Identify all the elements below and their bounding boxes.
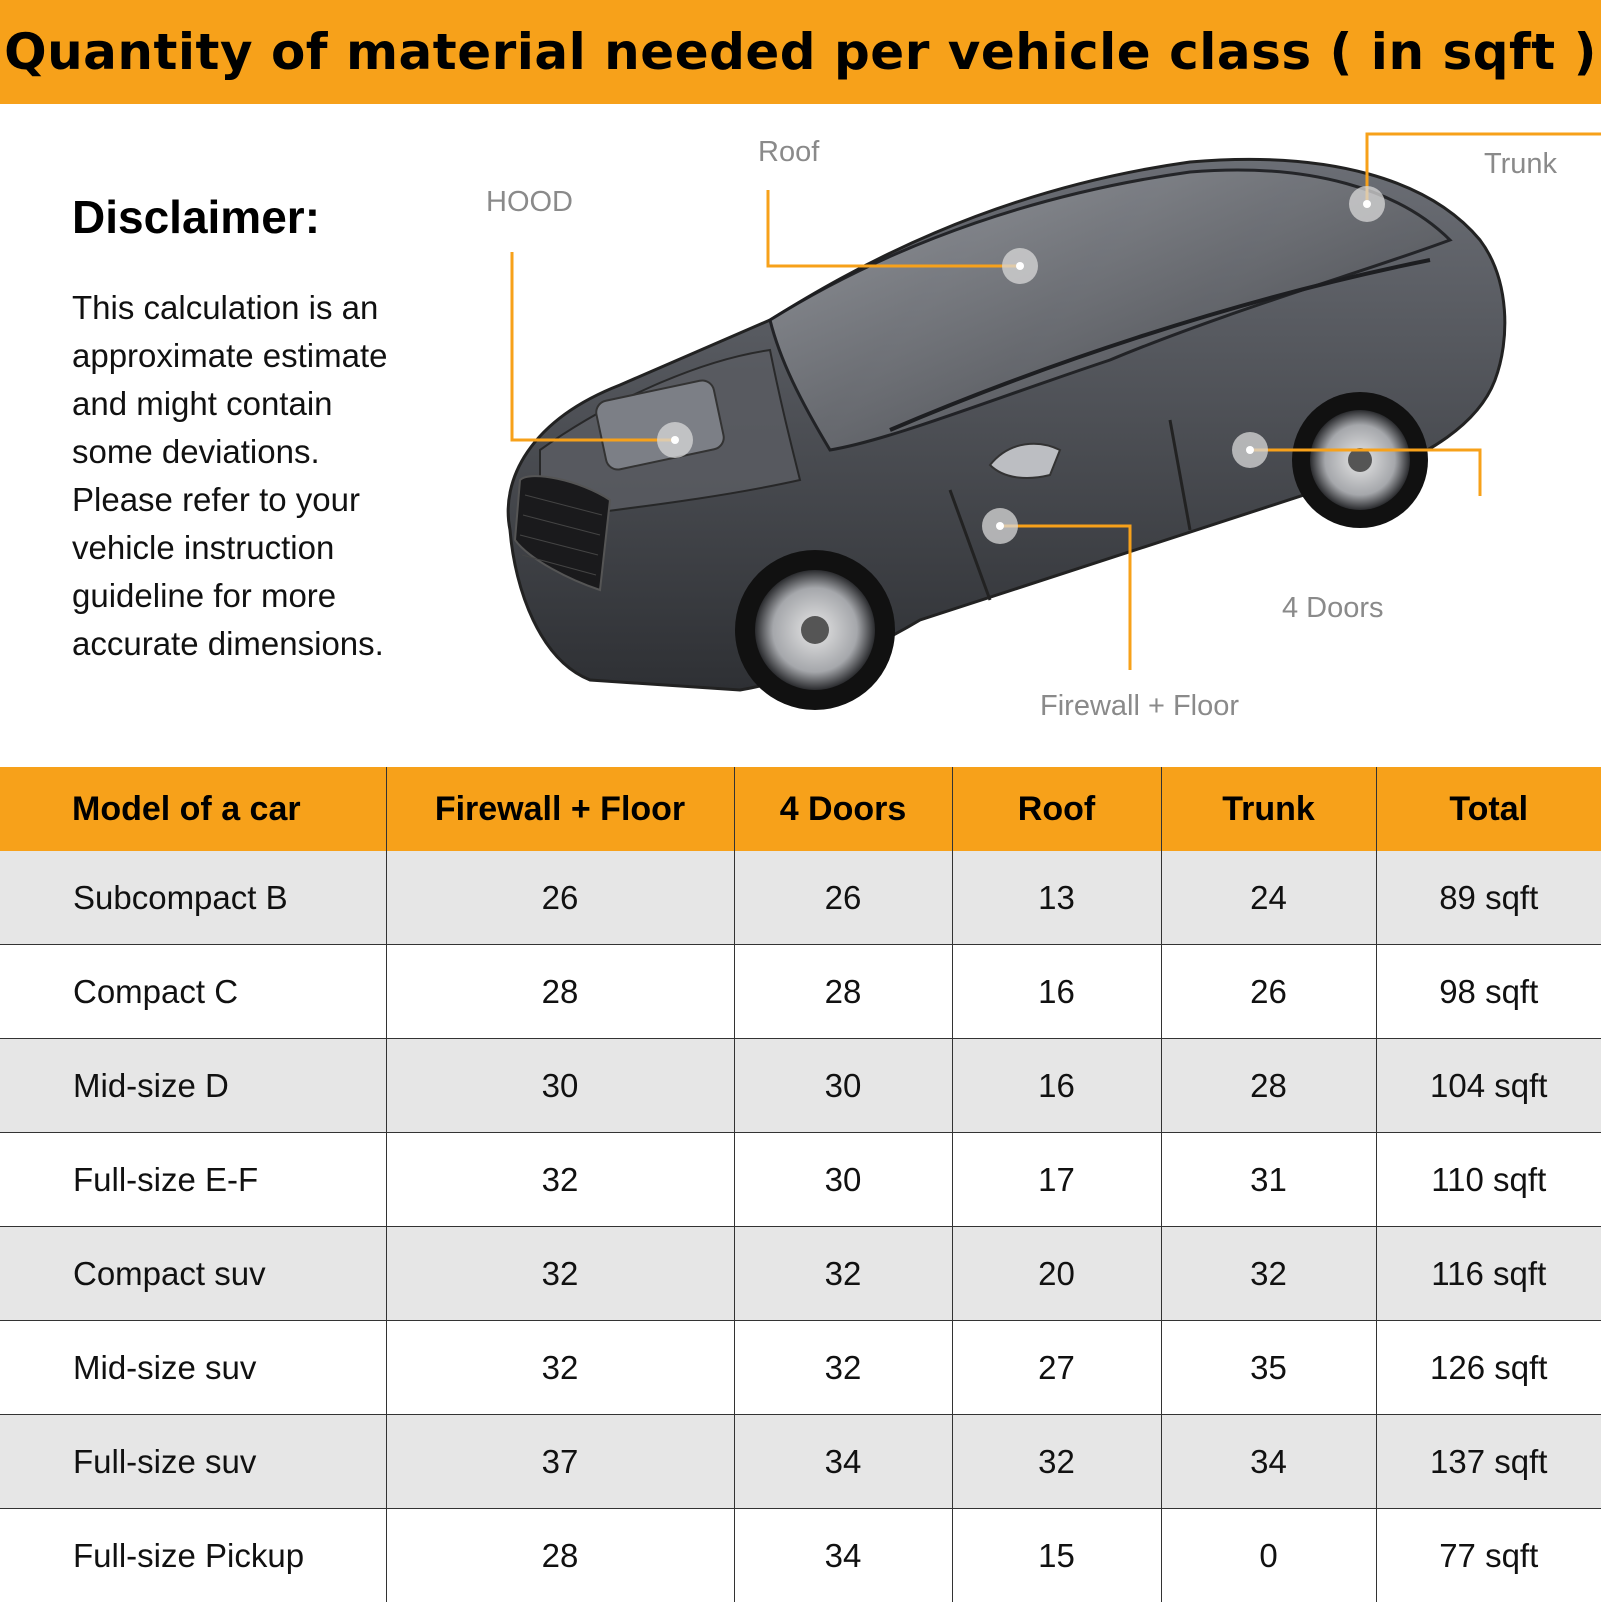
cell-total: 137 sqft xyxy=(1376,1415,1601,1509)
cell-model: Full-size Pickup xyxy=(0,1509,386,1602)
table-row xyxy=(0,1133,1601,1227)
cell-roof: 13 xyxy=(952,851,1161,945)
disclaimer-heading: Disclaimer: xyxy=(72,190,452,244)
car-diagram xyxy=(470,120,1601,740)
table-row xyxy=(0,851,1601,945)
cell-model: Full-size E-F xyxy=(0,1133,386,1227)
cell-doors: 28 xyxy=(734,945,952,1039)
material-table xyxy=(0,767,1601,1602)
cell-trunk: 0 xyxy=(1161,1509,1376,1602)
table-row xyxy=(0,945,1601,1039)
disclaimer-line: guideline for more xyxy=(72,577,336,614)
callout-label-hood: HOOD xyxy=(486,186,573,219)
cell-doors: 32 xyxy=(734,1321,952,1415)
header-trunk: Trunk xyxy=(1161,767,1376,851)
cell-firewall-floor: 32 xyxy=(386,1227,734,1321)
cell-roof: 17 xyxy=(952,1133,1161,1227)
cell-trunk: 35 xyxy=(1161,1321,1376,1415)
cell-model: Compact suv xyxy=(0,1227,386,1321)
cell-trunk: 34 xyxy=(1161,1415,1376,1509)
cell-firewall-floor: 28 xyxy=(386,1509,734,1602)
cell-roof: 32 xyxy=(952,1415,1161,1509)
cell-doors: 34 xyxy=(734,1415,952,1509)
disclaimer-line: some deviations. xyxy=(72,433,320,470)
table-row xyxy=(0,1509,1601,1602)
cell-roof: 20 xyxy=(952,1227,1161,1321)
cell-trunk: 31 xyxy=(1161,1133,1376,1227)
cell-trunk: 24 xyxy=(1161,851,1376,945)
cell-total: 77 sqft xyxy=(1376,1509,1601,1602)
cell-doors: 32 xyxy=(734,1227,952,1321)
cell-firewall-floor: 32 xyxy=(386,1321,734,1415)
cell-roof: 15 xyxy=(952,1509,1161,1602)
cell-trunk: 32 xyxy=(1161,1227,1376,1321)
callout-label-doors: 4 Doors xyxy=(1282,592,1384,625)
table-row xyxy=(0,1321,1601,1415)
cell-firewall-floor: 26 xyxy=(386,851,734,945)
table-row xyxy=(0,1415,1601,1509)
cell-total: 116 sqft xyxy=(1376,1227,1601,1321)
cell-total: 98 sqft xyxy=(1376,945,1601,1039)
page-title: Quantity of material needed per vehicle class ( in sqft ) xyxy=(4,23,1597,81)
cell-firewall-floor: 28 xyxy=(386,945,734,1039)
header-firewall-floor: Firewall + Floor xyxy=(386,767,734,851)
cell-trunk: 28 xyxy=(1161,1039,1376,1133)
cell-total: 89 sqft xyxy=(1376,851,1601,945)
cell-model: Mid-size D xyxy=(0,1039,386,1133)
disclaimer xyxy=(72,190,452,668)
disclaimer-text xyxy=(72,284,452,668)
cell-total: 110 sqft xyxy=(1376,1133,1601,1227)
cell-doors: 30 xyxy=(734,1133,952,1227)
cell-model: Full-size suv xyxy=(0,1415,386,1509)
table-row xyxy=(0,1039,1601,1133)
disclaimer-line: vehicle instruction xyxy=(72,529,334,566)
table-row xyxy=(0,1227,1601,1321)
cell-doors: 34 xyxy=(734,1509,952,1602)
table-header-row xyxy=(0,767,1601,851)
cell-model: Subcompact B xyxy=(0,851,386,945)
callout-label-trunk: Trunk xyxy=(1484,148,1557,181)
cell-total: 104 sqft xyxy=(1376,1039,1601,1133)
disclaimer-line: approximate estimate xyxy=(72,337,387,374)
cell-model: Mid-size suv xyxy=(0,1321,386,1415)
title-bar xyxy=(0,0,1601,104)
cell-trunk: 26 xyxy=(1161,945,1376,1039)
disclaimer-line: This calculation is an xyxy=(72,289,378,326)
cell-roof: 27 xyxy=(952,1321,1161,1415)
cell-doors: 30 xyxy=(734,1039,952,1133)
cell-firewall-floor: 32 xyxy=(386,1133,734,1227)
disclaimer-line: Please refer to your xyxy=(72,481,360,518)
cell-model: Compact C xyxy=(0,945,386,1039)
disclaimer-line: accurate dimensions. xyxy=(72,625,384,662)
cell-doors: 26 xyxy=(734,851,952,945)
cell-firewall-floor: 30 xyxy=(386,1039,734,1133)
header-model: Model of a car xyxy=(0,767,386,851)
header-doors: 4 Doors xyxy=(734,767,952,851)
callout-label-roof: Roof xyxy=(758,136,819,169)
cell-roof: 16 xyxy=(952,945,1161,1039)
car-illustration xyxy=(470,120,1601,740)
cell-firewall-floor: 37 xyxy=(386,1415,734,1509)
callout-label-firewall: Firewall + Floor xyxy=(1040,690,1239,723)
cell-roof: 16 xyxy=(952,1039,1161,1133)
header-roof: Roof xyxy=(952,767,1161,851)
cell-total: 126 sqft xyxy=(1376,1321,1601,1415)
disclaimer-line: and might contain xyxy=(72,385,333,422)
header-total: Total xyxy=(1376,767,1601,851)
